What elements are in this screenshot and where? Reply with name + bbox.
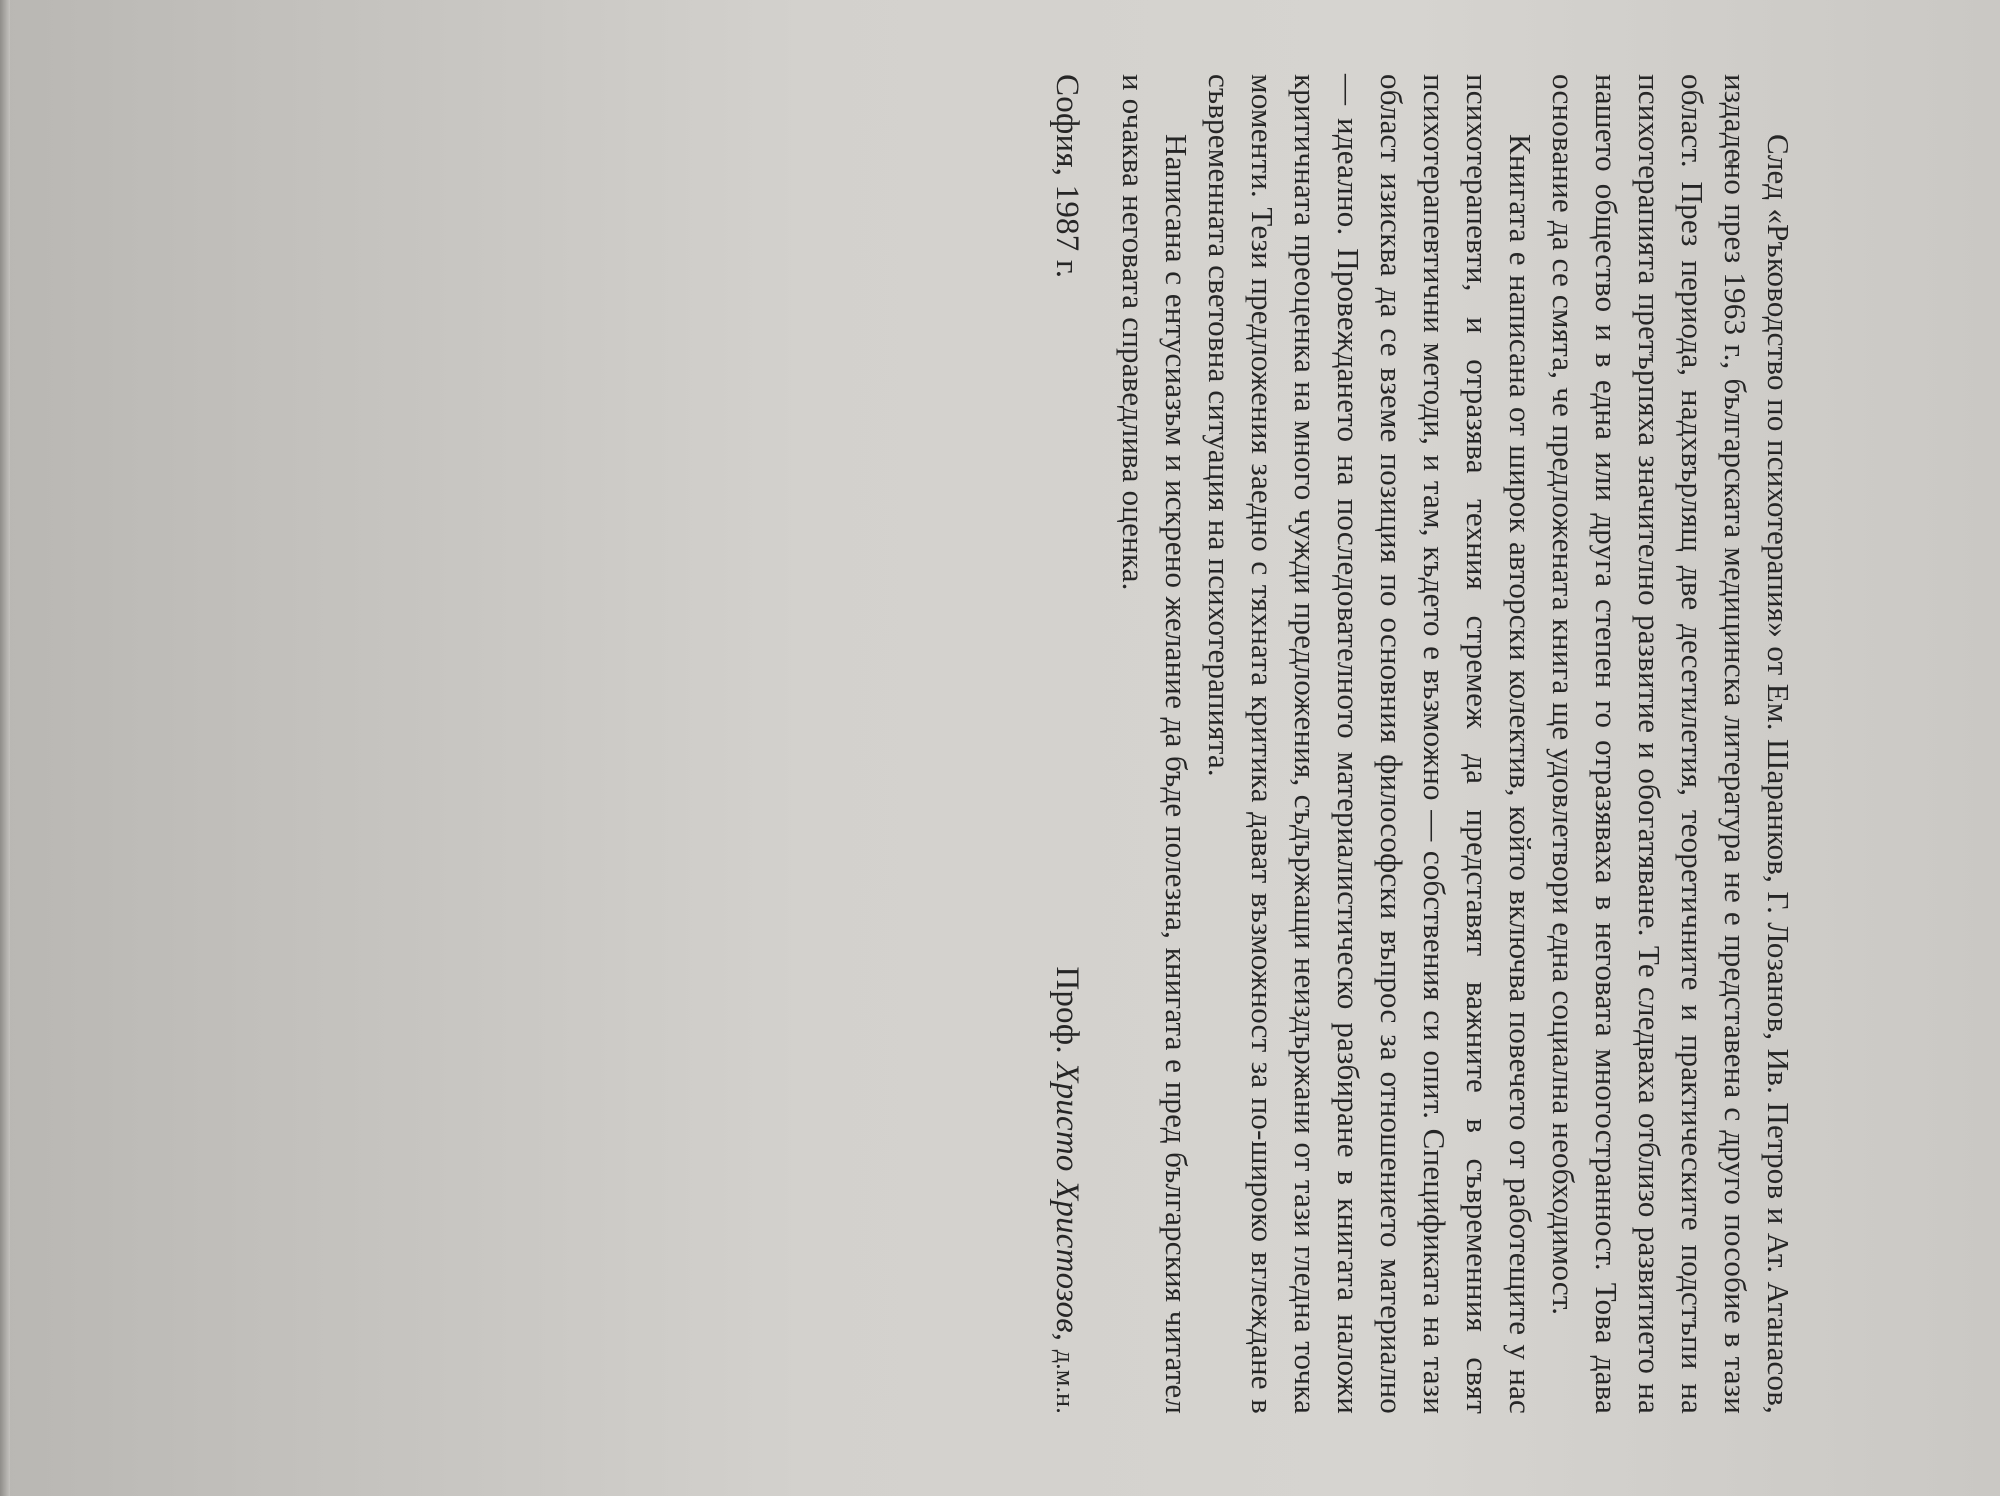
signature-prefix: Проф. xyxy=(1049,966,1085,1054)
signature-row xyxy=(1044,74,1088,1414)
signature-name: Христо Христозов, xyxy=(1049,1062,1085,1342)
signature-degree: д.м.н. xyxy=(1051,1349,1080,1414)
rotated-page xyxy=(580,74,1800,1414)
signature-block xyxy=(1044,966,1088,1414)
preface-text-block xyxy=(1044,74,1800,1414)
paragraph-1: След «Ръководство по психотерапия» от Ем. Шаранков, Г. Лозанов, Ив. Петров и Ат. Атанасов, издадено през 1963 г., българската медицинска литература не е представена с друго пособие в тази област. През периода, надхвърлящ две десетилетия, теоретичните и практическите подстъпи на психотерапията претърпяха значително развитие и обогатяване. Те следваха отблизо развитието на нашето общество и в една или друга степен го отразяваха в неговата многостранност. Това дава основание да се смята, че предложената книга ще удовлетвори една социална необходимост. xyxy=(1546,74,1796,1414)
paragraph-2: Книгата е написана от широк авторски колектив, който включва повечето от работещите у нас психотерапевти, и отразява техния стремеж да представят важните в съвременния свят психотерапевтични методи, и там, където е възможно — собствения си опит. Спецификата на тази област изисква да се вземе позиция по основния философски въпрос за отношението материално — идеално. Провеждането на последователното материалистическо разбиране в книгата наложи критичната преоценка на много чужди предложения, съдържащи неиздържани от тази гледна точка моменти. Тези предложения заедно с тяхната критика дават възможност за по-широко вглеждане в съвременната световна ситуация на психотерапията. xyxy=(1202,74,1538,1414)
paragraph-3: Написана с ентусиазъм и искрено желание да бъде полезна, книгата е пред българския читател и очаква неговата справедлива оценка. xyxy=(1116,74,1194,1414)
place-date: София, 1987 г. xyxy=(1049,74,1085,279)
page-edge xyxy=(0,0,10,1496)
